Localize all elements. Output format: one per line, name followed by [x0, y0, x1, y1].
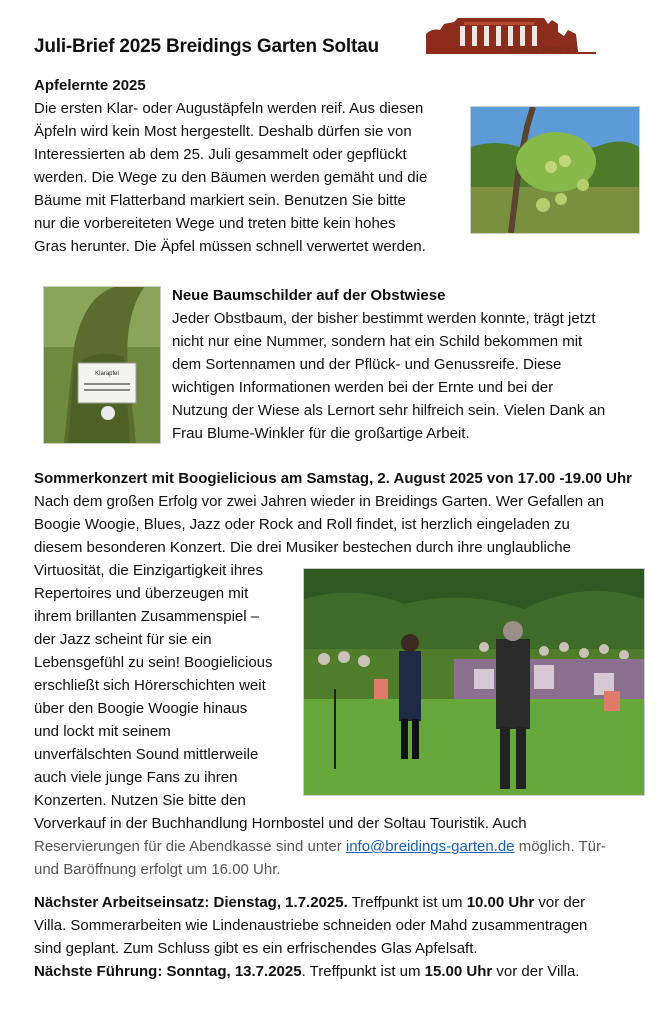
reservation-line [34, 835, 654, 858]
apple-tree-photo [470, 106, 640, 234]
apple-line: Bäume mit Flatterband markiert sein. Benutzen Sie bitte [34, 192, 406, 209]
signs-line: Nutzung der Wiese als Lernort sehr hilfreich sein. Vielen Dank an [172, 402, 606, 419]
concert-line: Virtuosität, die Einzigartigkeit ihres [34, 562, 263, 579]
concert-line: Repertoires und überzeugen mit [34, 585, 249, 602]
apple-line: Äpfeln wird kein Most hergestellt. Deshalb dürfen sie von [34, 123, 412, 140]
signs-line: Jeder Obstbaum, der bisher bestimmt werden konnte, trägt jetzt [172, 310, 596, 327]
dates-section [34, 891, 654, 983]
concert-line: erschließt sich Hörerschichten weit [34, 677, 266, 694]
reserve-prefix: Reservierungen für die Abendkasse sind unter [34, 838, 346, 855]
tour-time: 15.00 Uhr [424, 963, 493, 980]
apple-line: werden. Die Wege zu den Bäumen werden gemäht und die [34, 169, 428, 186]
sign-title: Klarapfel [95, 371, 119, 377]
tour-text: vor der Villa. [492, 963, 580, 980]
tour-line [34, 960, 654, 983]
concert-line: unverfälschten Sound mittlerweile [34, 746, 259, 763]
tour-text: . Treffpunkt ist um [301, 963, 425, 980]
concert-line: der Jazz scheint für sie ein [34, 631, 212, 648]
apple-heading: Apfelernte 2025 [34, 77, 146, 94]
apple-section [34, 74, 464, 258]
work-line: sind geplant. Zum Schluss gibt es ein erfrischendes Glas Apfelsaft. [34, 940, 478, 957]
concert-photo [303, 568, 645, 796]
tour-label: Nächste Führung: Sonntag, 13.7.2025 [34, 963, 302, 980]
signs-line: Frau Blume-Winkler für die großartige Arbeit. [172, 425, 470, 442]
concert-line: auch viele junge Fans zu ihren [34, 769, 238, 786]
signs-line: wichtigen Informationen werden bei der Ernte und bei der [172, 379, 554, 396]
signs-line: dem Sortennamen und der Pflück- und Genussreife. Diese [172, 356, 562, 373]
work-line [34, 891, 654, 914]
page-title: Juli-Brief 2025 Breidings Garten Soltau [34, 36, 379, 57]
reserve-suffix: möglich. Tür- [514, 838, 606, 855]
email-link[interactable]: info@breidings-garten.de [345, 838, 515, 855]
concert-last-line: und Baröffnung erfolgt um 16.00 Uhr. [34, 861, 281, 878]
work-line: Villa. Sommerarbeiten wie Lindenaustriebe schneiden oder Mahd zusammentragen [34, 917, 588, 934]
concert-heading: Sommerkonzert mit Boogielicious am Samstag, 2. August 2025 von 17.00 -19.00 Uhr [34, 470, 632, 487]
apple-line: Gras herunter. Die Äpfel müssen schnell verwertet werden. [34, 238, 426, 255]
concert-line: ihrem brillanten Zusammenspiel – [34, 608, 260, 625]
signs-section [172, 284, 642, 445]
concert-line: über den Boogie Woogie hinaus [34, 700, 248, 717]
tree-sign-photo [43, 286, 161, 444]
work-label: Nächster Arbeitseinsatz: Dienstag, 1.7.2025. [34, 894, 348, 911]
concert-line: Nach dem großen Erfolg vor zwei Jahren wieder in Breidings Garten. Wer Gefallen an [34, 493, 604, 510]
concert-line: diesem besonderen Konzert. Die drei Musiker bestechen durch ihre unglaubliche [34, 539, 571, 556]
work-text: vor der [534, 894, 586, 911]
apple-line: nur die vorbereiteten Wege und treten bitte kein hohes [34, 215, 396, 232]
concert-line: Vorverkauf in der Buchhandlung Hornbostel und der Soltau Touristik. Auch [34, 815, 527, 832]
logo-text: Breidings Garten e.V. [508, 44, 580, 53]
signs-line: nicht nur eine Nummer, sondern hat ein Schild bekommen mit [172, 333, 583, 350]
concert-line: Lebensgefühl zu sein! Boogielicious [34, 654, 273, 671]
concert-line: Konzerten. Nutzen Sie bitte den [34, 792, 246, 809]
concert-line: und lockt mit seinem [34, 723, 171, 740]
apple-line: Die ersten Klar- oder Augustäpfeln werden reif. Aus diesen [34, 100, 424, 117]
apple-line: Interessierten ab dem 25. Juli gesammelt oder gepflückt [34, 146, 407, 163]
signs-heading: Neue Baumschilder auf der Obstwiese [172, 287, 446, 304]
concert-line: Boogie Woogie, Blues, Jazz oder Rock and Roll findet, ist herzlich eingeladen zu [34, 516, 570, 533]
work-text: Treffpunkt ist um [347, 894, 467, 911]
work-time: 10.00 Uhr [466, 894, 535, 911]
